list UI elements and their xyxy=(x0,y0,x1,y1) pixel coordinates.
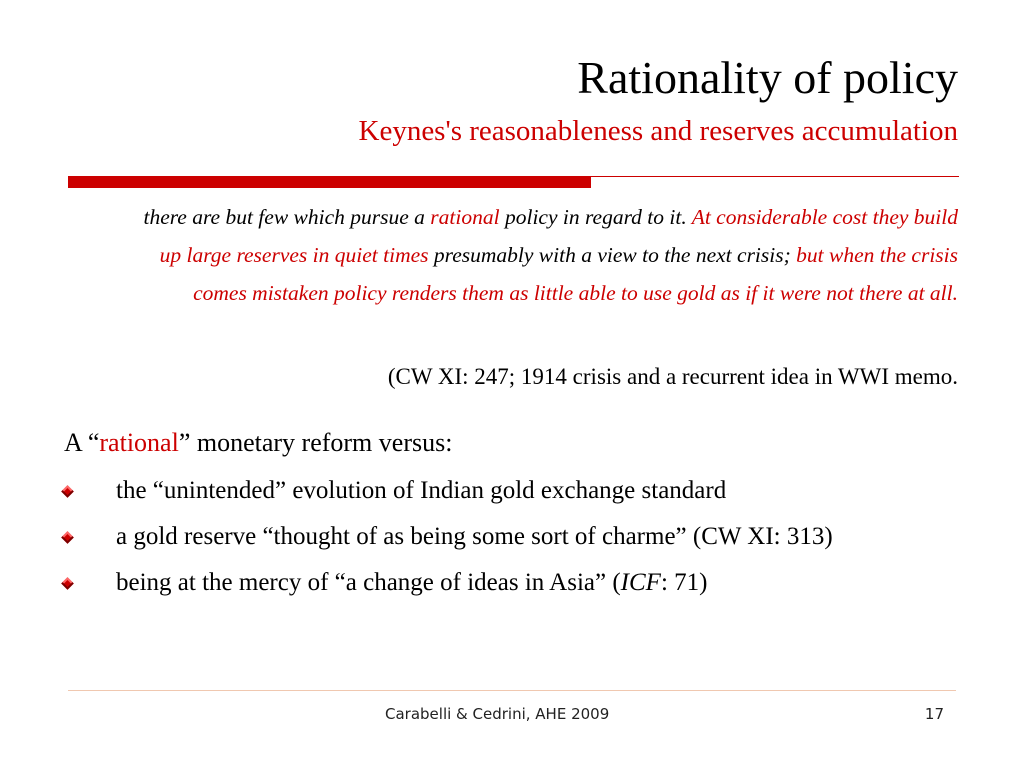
bullet-list xyxy=(62,472,952,610)
intro-highlight: rational xyxy=(99,428,179,457)
bullet-text: a gold reserve “thought of as being some sort of charme” (CW XI: 313) xyxy=(116,523,833,550)
bullet-item xyxy=(62,472,952,510)
slide-subtitle: Keynes's reasonableness and reserves accumulation xyxy=(358,115,958,147)
keynes-quote xyxy=(128,198,958,312)
bullet-item xyxy=(62,518,952,556)
quote-text-3: presumably with a view to the next crisis; xyxy=(428,243,797,267)
quote-text-1: there are but few which pursue a xyxy=(143,205,431,229)
slide-title: Rationality of policy xyxy=(577,52,958,103)
bullet-text-pre: being at the mercy of “a change of ideas in Asia” ( xyxy=(116,569,621,596)
footer-authors: Carabelli & Cedrini, AHE 2009 xyxy=(385,705,610,723)
title-underline-thick xyxy=(68,176,591,188)
bullet-item xyxy=(62,564,952,602)
intro-suffix: ” monetary reform versus: xyxy=(178,428,453,457)
reform-intro xyxy=(64,425,452,461)
quote-highlight-rational: rational xyxy=(430,205,500,229)
page-number: 17 xyxy=(924,705,944,723)
bullet-text-italic: ICF xyxy=(620,569,661,596)
red-diamond-bullet-icon xyxy=(61,485,74,498)
intro-prefix: A “ xyxy=(64,428,100,457)
footer-divider xyxy=(68,690,956,691)
title-underline-thin xyxy=(591,176,959,177)
quote-highlight-crisis: but when the crisis comes mistaken policy renders them as little able to use gold as if it were not there at all. xyxy=(193,243,958,305)
bullet-text: the “unintended” evolution of Indian gold exchange standard xyxy=(116,477,727,504)
quote-highlight-reserves: At considerable cost they build up large reserves in quiet times xyxy=(159,205,958,267)
red-diamond-bullet-icon xyxy=(61,577,74,590)
quote-citation: (CW XI: 247; 1914 crisis and a recurrent idea in WWI memo. xyxy=(387,364,958,389)
quote-text-2: policy in regard to it. xyxy=(499,205,692,229)
bullet-text-post: : 71) xyxy=(660,569,708,596)
red-diamond-bullet-icon xyxy=(61,531,74,544)
